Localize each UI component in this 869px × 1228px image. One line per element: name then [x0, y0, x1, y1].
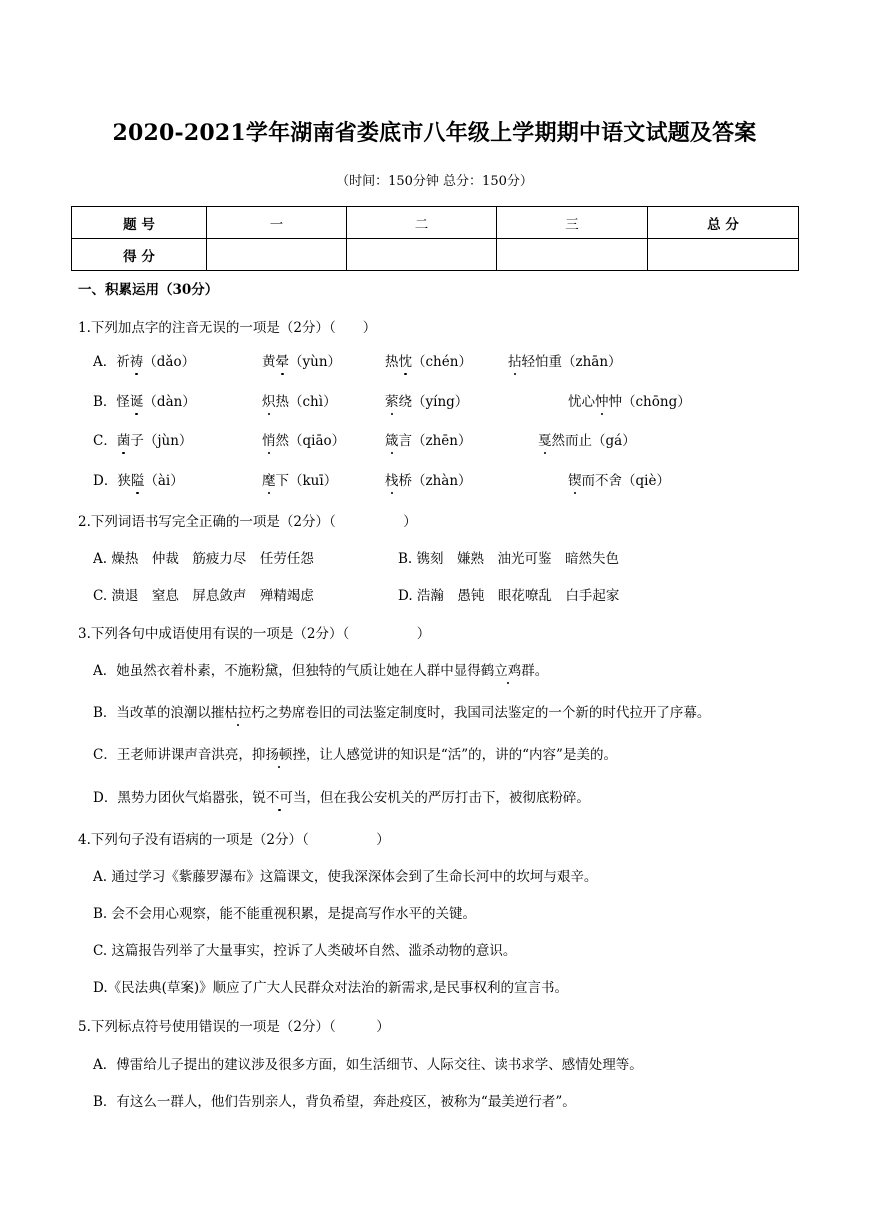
option-item: C. 这篇报告列举了大量事实，控诉了人类破坏自然、滥杀动物的意识。 — [93, 943, 517, 959]
option-item: B. 会不会用心观察，能不能重视积累，是提高写作水平的关键。 — [93, 906, 477, 922]
option-item: A．祈祷（dǎo） — [93, 350, 195, 370]
option-item: 炽热（chì） — [262, 390, 337, 410]
question-stem: 5.下列标点符号使用错误的一项是（2分）（ ） — [78, 1019, 390, 1035]
option-item: 黄晕（yùn） — [262, 350, 341, 370]
option-item: 热忱（chén） — [385, 350, 472, 370]
option-item: 萦绕（yíng） — [385, 390, 468, 410]
option-item: B．怪诞（dàn） — [93, 390, 196, 410]
option-item: B. 镌刻 嫌熟 油光可鉴 暗然失色 — [398, 551, 620, 567]
header-cell: 总 分 — [648, 207, 799, 239]
option-item: A．她虽然衣着朴素，不施粉黛，但独特的气质让她在人群中显得鹤立鸡群。 — [93, 659, 548, 679]
score-cell — [648, 239, 799, 271]
question-stem: 1.下列加点字的注音无误的一项是（2分）（ ） — [78, 320, 377, 336]
score-cell — [347, 239, 497, 271]
option-item: D．黑势力团伙气焰嚣张，锐不可当，但在我公安机关的严厉打击下，被彻底粉碎。 — [93, 786, 590, 806]
page-title: 2020-2021学年湖南省娄底市八年级上学期期中语文试题及答案 — [112, 120, 757, 146]
option-item: 麾下（kuī） — [262, 469, 337, 489]
question-stem: 4.下列句子没有语病的一项是（2分）（ ） — [78, 832, 390, 848]
option-item: 栈桥（zhàn） — [385, 469, 472, 489]
option-item: 箴言（zhēn） — [385, 429, 472, 449]
option-item: 拈轻怕重（zhān） — [508, 350, 622, 370]
score-cell — [207, 239, 347, 271]
option-item: C．王老师讲课声音洪亮，抑扬顿挫，让人感觉讲的知识是“活”的，讲的“内容”是美的。 — [93, 743, 617, 763]
option-item: 戛然而止（gá） — [538, 429, 636, 449]
option-item: 悄然（qiāo） — [262, 429, 345, 449]
option-item: 锲而不舍（qiè） — [568, 469, 670, 489]
option-item: 忧心忡忡（chōng） — [568, 390, 691, 410]
option-item: D．狭隘（ài） — [93, 469, 184, 489]
option-item: C．菌子（jùn） — [93, 429, 192, 449]
header-cell: 题 号 — [72, 207, 207, 239]
option-item: C. 溃退 窒息 屏息敛声 殚精竭虑 — [93, 588, 314, 604]
option-item: D.《民法典(草案)》顺应了广大人民群众对法治的新需求,是民事权利的宣言书。 — [93, 980, 568, 996]
header-cell: 三 — [497, 207, 648, 239]
score-table-header-row — [72, 207, 799, 239]
exam-info: （时间：150分钟 总分：150分） — [336, 174, 533, 189]
option-item: B．有这么一群人，他们告别亲人，背负希望，奔赴疫区，被称为“最美逆行者”。 — [93, 1094, 576, 1110]
score-table-score-row — [72, 239, 799, 271]
score-cell — [497, 239, 648, 271]
header-cell: 一 — [207, 207, 347, 239]
score-table — [71, 206, 799, 271]
option-item: B．当改革的浪潮以摧枯拉朽之势席卷旧的司法鉴定制度时，我国司法鉴定的一个新的时代拉开了序幕。 — [93, 701, 710, 721]
question-stem: 2.下列词语书写完全正确的一项是（2分）（ ） — [78, 514, 417, 530]
question-stem: 3.下列各句中成语使用有误的一项是（2分）（ ） — [78, 626, 431, 642]
option-item: A. 通过学习《紫藤罗瀑布》这篇课文，使我深深体会到了生命长河中的坎坷与艰辛。 — [93, 869, 598, 885]
option-item: A. 燥热 仲裁 筋疲力尽 任劳任怨 — [93, 551, 314, 567]
option-item: D. 浩瀚 愚钝 眼花嘹乱 白手起家 — [398, 588, 620, 604]
section-heading: 一、积累运用（30分） — [78, 282, 219, 298]
option-item: A．傅雷给儿子提出的建议涉及很多方面，如生活细节、人际交往、读书求学、感情处理等。 — [93, 1057, 643, 1073]
header-cell: 二 — [347, 207, 497, 239]
row-label-cell: 得 分 — [72, 239, 207, 271]
